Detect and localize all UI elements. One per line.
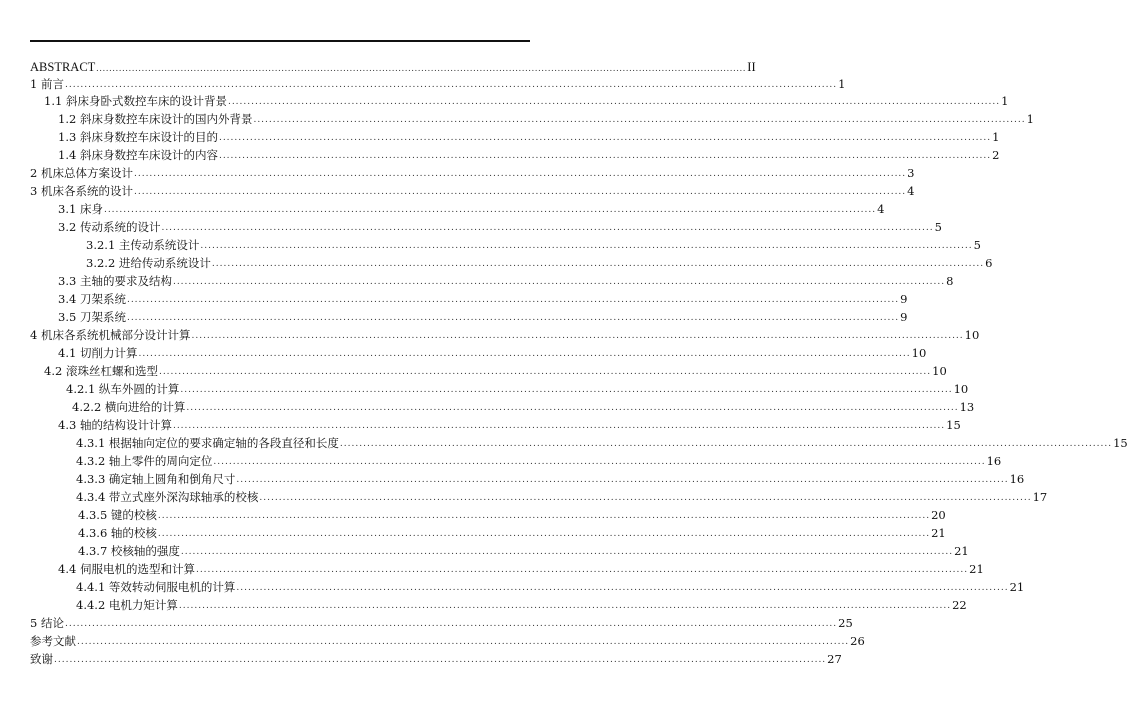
toc-entry-title: 1.3 斜床身数控车床设计的目的 <box>58 130 218 144</box>
toc-entry-title: 4.3.4 带立式座外深沟球轴承的校核 <box>76 490 259 504</box>
toc-entry-title: 3.1 床身 <box>58 202 103 216</box>
dot-leader: ........................................................................................................................................................................................................ <box>218 133 992 143</box>
toc-entry-4-4-2[interactable] <box>76 594 967 612</box>
toc-entry-page: 16 <box>1009 472 1025 486</box>
dot-leader: ........................................................................................................................................................................................................ <box>200 241 973 251</box>
toc-entry-4-4-1[interactable] <box>76 576 1025 594</box>
toc-entry-abstract[interactable] <box>30 56 756 74</box>
dot-leader: ........................................................................................................................................................................................................ <box>339 439 1113 449</box>
toc-entry-title: 4.1 切削力计算 <box>58 346 138 360</box>
toc-entry-page: 17 <box>1032 490 1048 504</box>
dot-leader: ........................................................................................................................................................................................................ <box>218 151 992 161</box>
dot-leader: ........................................................................................................................................................................................................ <box>227 97 1001 107</box>
toc-entry-3[interactable] <box>30 180 915 198</box>
dot-leader: ........................................................................................................................................................................................................ <box>213 457 986 467</box>
toc-entry-page: 21 <box>969 562 984 576</box>
toc-entry-5[interactable] <box>30 612 853 630</box>
toc-entry-title: 4.2.1 纵车外圆的计算 <box>66 382 180 396</box>
toc-entry-title: 4.4 伺服电机的选型和计算 <box>58 562 195 576</box>
toc-entry-page: 10 <box>911 346 927 360</box>
dot-leader: ........................................................................................................................................................................................................ <box>158 367 932 377</box>
toc-entry-page: 1 <box>1001 94 1009 108</box>
toc-entry-4-2-2[interactable] <box>72 396 975 414</box>
toc-entry-4-3-2[interactable] <box>76 450 1002 468</box>
toc-entry-3-4[interactable] <box>58 288 908 306</box>
toc-entry-4-3-7[interactable] <box>78 540 969 558</box>
dot-leader: ........................................................................................................................................................................................................ <box>126 295 900 305</box>
toc-entry-4[interactable] <box>30 324 980 342</box>
toc-entry-title: ABSTRACT <box>30 60 96 74</box>
toc-entry-page: 4 <box>877 202 885 216</box>
toc-entry-title: 4 机床各系统机械部分设计计算 <box>30 328 191 342</box>
toc-entry-1-4[interactable] <box>58 144 1000 162</box>
toc-entry-4-3-5[interactable] <box>78 504 946 522</box>
dot-leader: ........................................................................................................................................................................................................ <box>96 63 747 73</box>
top-rule <box>30 40 530 42</box>
toc-entry-title: 4.4.2 电机力矩计算 <box>76 598 178 612</box>
toc-entry-page: 9 <box>900 292 908 306</box>
toc-entry-title: 3.3 主轴的要求及结构 <box>58 274 172 288</box>
toc-entry-3-3[interactable] <box>58 270 954 288</box>
toc-entry-title: 4.3.7 校核轴的强度 <box>78 544 180 558</box>
toc-entry-3-2-1[interactable] <box>86 234 981 252</box>
toc-entry-title: 致谢 <box>30 652 53 666</box>
toc-entry-page: 13 <box>959 400 975 414</box>
toc-entry-title: 4.4.1 等效转动伺服电机的计算 <box>76 580 236 594</box>
toc-entry-title: 4.3.2 轴上零件的周向定位 <box>76 454 213 468</box>
dot-leader: ........................................................................................................................................................................................................ <box>64 80 838 90</box>
toc-entry-3-1[interactable] <box>58 198 885 216</box>
dot-leader: ........................................................................................................................................................................................................ <box>133 187 907 197</box>
toc-entry-page: 9 <box>900 310 908 324</box>
toc-entry-title: 1.2 斜床身数控车床设计的国内外背景 <box>58 112 253 126</box>
toc-entry-page: 1 <box>992 130 1000 144</box>
toc-entry-page: 6 <box>985 256 993 270</box>
dot-leader: ........................................................................................................................................................................................................ <box>161 223 934 233</box>
toc-entry-page: 5 <box>973 238 981 252</box>
dot-leader: ........................................................................................................................................................................................................ <box>180 385 953 395</box>
toc-entry-page: 27 <box>827 652 842 666</box>
toc-entry-3-2[interactable] <box>58 216 942 234</box>
toc-entry-page: 21 <box>954 544 969 558</box>
toc-entry-page: 4 <box>907 184 915 198</box>
toc-entry-title: 3.4 刀架系统 <box>58 292 126 306</box>
toc-entry-4-2[interactable] <box>44 360 947 378</box>
toc-entry-page: 10 <box>964 328 980 342</box>
dot-leader: ........................................................................................................................................................................................................ <box>54 655 827 665</box>
dot-leader: ........................................................................................................................................................................................................ <box>211 259 985 269</box>
dot-leader: ........................................................................................................................................................................................................ <box>77 637 850 647</box>
toc-entry-title: 1.4 斜床身数控车床设计的内容 <box>58 148 218 162</box>
toc-entry-4-2-1[interactable] <box>66 378 969 396</box>
toc-entry-title: 1 前言 <box>30 77 64 91</box>
toc-entry-1[interactable] <box>30 73 846 91</box>
toc-entry-4-3-6[interactable] <box>78 522 946 540</box>
dot-leader: ........................................................................................................................................................................................................ <box>195 565 969 575</box>
toc-entry-title: 4.3.3 确定轴上圆角和倒角尺寸 <box>76 472 236 486</box>
toc-entry-page: 1 <box>1026 112 1034 126</box>
toc-entry-title: 2 机床总体方案设计 <box>30 166 133 180</box>
toc-entry-title: 3.2.1 主传动系统设计 <box>86 238 200 252</box>
toc-entry-title: 4.2 滚珠丝杠螺和选型 <box>44 364 158 378</box>
dot-leader: ........................................................................................................................................................................................................ <box>138 349 911 359</box>
toc-entry-title: 3.5 刀架系统 <box>58 310 126 324</box>
toc-entry-title: 4.2.2 横向进给的计算 <box>72 400 186 414</box>
dot-leader: ........................................................................................................................................................................................................ <box>64 619 838 629</box>
toc-entry-1-3[interactable] <box>58 126 1000 144</box>
toc-entry-page: 5 <box>934 220 942 234</box>
dot-leader: ........................................................................................................................................................................................................ <box>259 493 1032 503</box>
dot-leader: ........................................................................................................................................................................................................ <box>178 601 952 611</box>
toc-entry-4-3-3[interactable] <box>76 468 1025 486</box>
toc-entry-title: 4.3.1 根据轴向定位的要求确定轴的各段直径和长度 <box>76 436 339 450</box>
toc-entry-4-3-1[interactable] <box>76 432 1128 450</box>
toc-entry-title: 4.3 轴的结构设计计算 <box>58 418 172 432</box>
toc-entry-page: 10 <box>932 364 947 378</box>
toc-entry-page: 22 <box>952 598 967 612</box>
dot-leader: ........................................................................................................................................................................................................ <box>236 475 1009 485</box>
dot-leader: ........................................................................................................................................................................................................ <box>180 547 954 557</box>
toc-entry-references[interactable] <box>30 630 865 648</box>
dot-leader: ........................................................................................................................................................................................................ <box>186 403 959 413</box>
toc-entry-title: 3.2 传动系统的设计 <box>58 220 161 234</box>
toc-entry-title: 参考文献 <box>30 634 76 648</box>
toc-entry-title: 1.1 斜床身卧式数控车床的设计背景 <box>44 94 227 108</box>
dot-leader: ........................................................................................................................................................................................................ <box>172 277 946 287</box>
toc-entry-page: 26 <box>850 634 865 648</box>
dot-leader: ........................................................................................................................................................................................................ <box>157 529 931 539</box>
toc-entry-page: 20 <box>931 508 946 522</box>
toc-entry-1-2[interactable] <box>58 108 1034 126</box>
toc-entry-page: 15 <box>1113 436 1128 450</box>
toc-entry-page: 10 <box>953 382 969 396</box>
toc-entry-title: 5 结论 <box>30 616 64 630</box>
dot-leader: ........................................................................................................................................................................................................ <box>103 205 877 215</box>
toc-entry-1-1[interactable] <box>44 90 1009 108</box>
toc-entry-title: 3.2.2 进给传动系统设计 <box>86 256 211 270</box>
toc-entry-4-4[interactable] <box>58 558 984 576</box>
dot-leader: ........................................................................................................................................................................................................ <box>133 169 907 179</box>
toc-entry-4-3[interactable] <box>58 414 961 432</box>
toc-entry-page: 21 <box>1009 580 1025 594</box>
dot-leader: ........................................................................................................................................................................................................ <box>253 115 1026 125</box>
toc-entry-page: II <box>747 60 756 74</box>
dot-leader: ........................................................................................................................................................................................................ <box>191 331 964 341</box>
dot-leader: ........................................................................................................................................................................................................ <box>157 511 931 521</box>
toc-entry-4-1[interactable] <box>58 342 927 360</box>
dot-leader: ........................................................................................................................................................................................................ <box>126 313 900 323</box>
toc-entry-page: 2 <box>992 148 1000 162</box>
toc-entry-page: 3 <box>907 166 915 180</box>
toc-entry-page: 16 <box>986 454 1002 468</box>
toc-entry-page: 21 <box>931 526 946 540</box>
toc-entry-2[interactable] <box>30 162 915 180</box>
toc-entry-title: 4.3.5 键的校核 <box>78 508 157 522</box>
dot-leader: ........................................................................................................................................................................................................ <box>172 421 946 431</box>
toc-entry-4-3-4[interactable] <box>76 486 1048 504</box>
toc-entry-page: 25 <box>838 616 853 630</box>
toc-entry-3-5[interactable] <box>58 306 908 324</box>
toc-entry-title: 3 机床各系统的设计 <box>30 184 133 198</box>
toc-entry-acknowledgements[interactable] <box>30 648 842 666</box>
toc-entry-page: 1 <box>838 77 846 91</box>
toc-entry-page: 15 <box>946 418 961 432</box>
toc-entry-3-2-2[interactable] <box>86 252 993 270</box>
toc-entry-title: 4.3.6 轴的校核 <box>78 526 157 540</box>
dot-leader: ........................................................................................................................................................................................................ <box>236 583 1009 593</box>
toc-entry-page: 8 <box>946 274 954 288</box>
